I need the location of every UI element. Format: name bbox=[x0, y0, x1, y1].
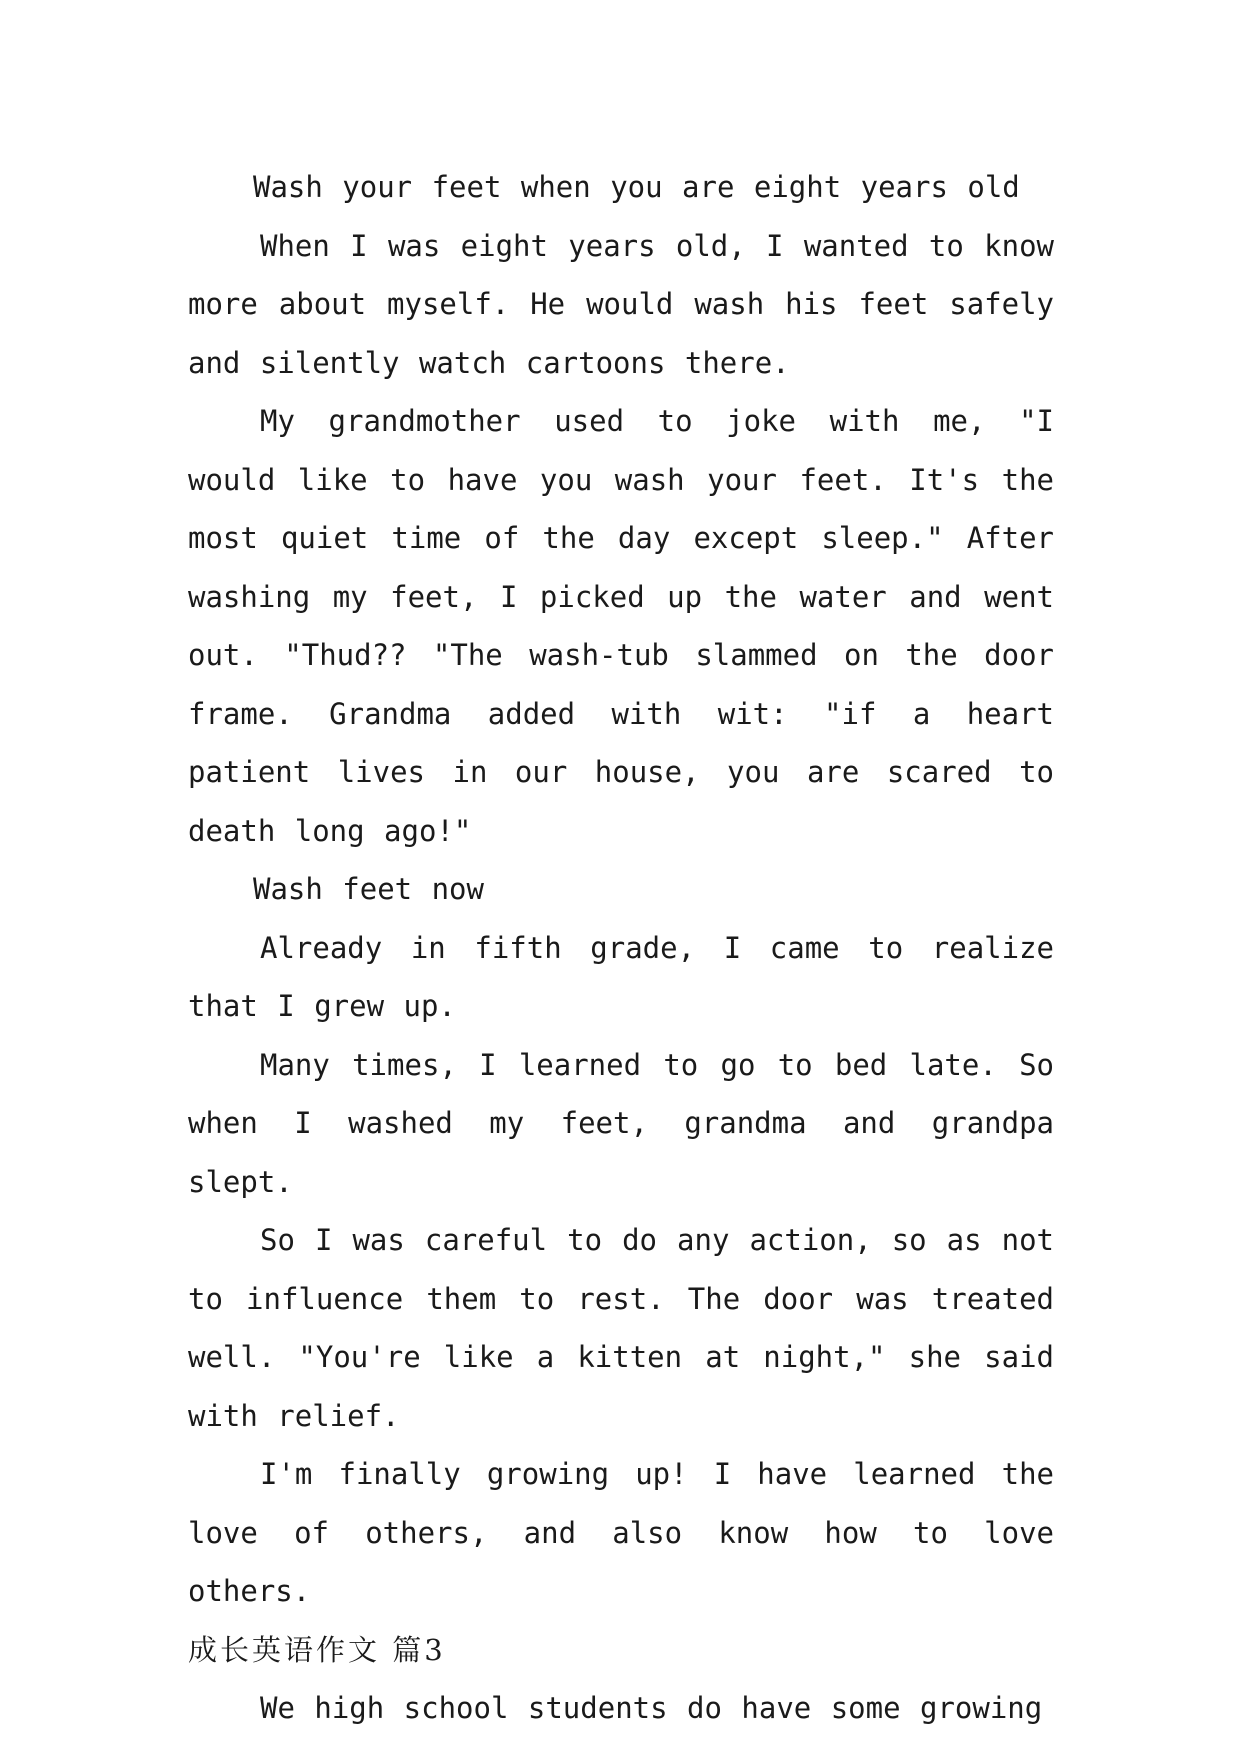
paragraph-growing-up: I'm finally growing up! I have learned the love of others, and also know how to love others. bbox=[188, 1457, 1054, 1608]
section-title: 成长英语作文 篇3 bbox=[188, 1632, 446, 1667]
paragraph-bed-late: Many times, I learned to go to bed late. So when I washed my feet, grandma and grandpa slept. bbox=[188, 1047, 1054, 1199]
paragraph-grandmother-joke: My grandmother used to joke with me, "I would like to have you wash your feet. It's the most quiet time of the day except sleep." After washing my feet, I picked up the water and went out. "Thud?? "The wash-tub slammed on the door frame. Grandma added with wit: "if a heart patient lives in our house, you are scared to death long ago!" bbox=[188, 404, 1054, 848]
subheading-eight-years-old: Wash your feet when you are eight years old bbox=[253, 170, 1020, 204]
paragraph-wanted-to-know: When I was eight years old, I wanted to know more about myself. He would wash his feet safely and silently watch cartoons there. bbox=[188, 228, 1054, 380]
paragraph-fifth-grade: Already in fifth grade, I came to realize that I grew up. bbox=[188, 930, 1054, 1023]
paragraph-careful-action: So I was careful to do any action, so as not to influence them to rest. The door was treated well. "You're like a kitten at night," she said with relief. bbox=[188, 1223, 1054, 1433]
text-column bbox=[188, 158, 1054, 1738]
subheading-wash-feet-now: Wash feet now bbox=[253, 872, 484, 906]
paragraph-high-school: We high school students do have some growing bbox=[260, 1691, 1043, 1725]
